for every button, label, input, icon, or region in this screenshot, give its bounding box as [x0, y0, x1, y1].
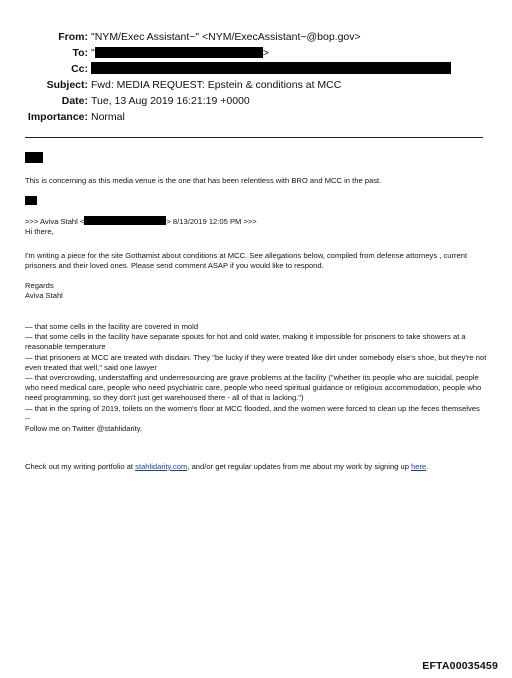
concern-text: This is concerning as this media venue is the one that has been relentless with BRO and MCC in the past.	[25, 176, 382, 185]
portfolio-middle: , and/or get regular updates from me about my work by signing up	[187, 462, 412, 471]
portfolio-link[interactable]: stahlidarity.com	[135, 462, 188, 471]
to-value	[91, 46, 269, 60]
greeting: Hi there,	[25, 227, 54, 237]
regards-text: Regards	[25, 281, 54, 290]
redaction-block-second	[25, 196, 37, 205]
allegations-list	[25, 322, 490, 434]
email-redaction	[84, 216, 166, 225]
importance-label: Importance:	[27, 111, 88, 123]
portfolio-line	[25, 462, 490, 472]
portfolio-text	[25, 462, 490, 472]
importance-value: Normal	[91, 111, 125, 123]
signature-separator: --	[25, 413, 31, 423]
line-concern	[25, 176, 490, 186]
intro-paragraph	[25, 251, 490, 271]
twitter-line: Follow me on Twitter @stahlidarity.	[25, 424, 143, 434]
header-divider	[25, 137, 483, 138]
regards-block	[25, 281, 490, 301]
quote-suffix: > 8/13/2019 12:05 PM >>>	[166, 217, 257, 226]
cc-label: Cc:	[71, 63, 88, 75]
quote-prefix: >>> Aviva Stahl <	[25, 217, 85, 226]
subject-value: Fwd: MEDIA REQUEST: Epstein & conditions at MCC	[91, 79, 342, 91]
signup-link[interactable]: here	[411, 462, 427, 471]
portfolio-end: .	[426, 462, 429, 471]
to-prefix: "	[91, 47, 95, 59]
signature-name: Aviva Stahl	[25, 291, 63, 301]
intro-text: I'm writing a piece for the site Gothamist about conditions at MCC. See allegations below, compiled from defense attorneys , current prisoners and their loved ones. Please send comment ASAP if you would like to respond.	[25, 251, 468, 271]
from-label: From:	[58, 31, 88, 43]
cc-value	[91, 62, 451, 76]
to-redaction	[95, 47, 263, 58]
allegation-item: — that some cells in the facility have separate spouts for hot and cold water, making it impossible for prisoners to take showers at a reasonable temperature	[25, 332, 466, 352]
allegation-item: — that overcrowding, understaffing and underresourcing are grave problems at the facility ("whether its people who are suicidal, people who need medical care, people who need psychiatric care, people who need spiritual guidance or religious accommodation, people who need programming, so they don't just get warehoused there - all of that is lacking.")	[25, 373, 482, 403]
to-label: To:	[72, 47, 88, 59]
redaction-block-top	[25, 152, 43, 163]
quote-header	[25, 216, 490, 237]
date-value: Tue, 13 Aug 2019 16:21:19 +0000	[91, 95, 250, 107]
to-suffix: >	[262, 47, 269, 59]
from-value: "NYM/Exec Assistant~" <NYM/ExecAssistant~@bop.gov>	[91, 31, 361, 43]
date-label: Date:	[61, 95, 88, 107]
allegation-item: — that some cells in the facility are covered in mold	[25, 322, 199, 331]
subject-label: Subject:	[46, 79, 88, 91]
quote-line	[25, 216, 490, 227]
allegation-item: — that prisoners at MCC are treated with disdain. They "be lucky if they were treated like dirt under somebody else's shoe, but they're not even treated that well," said one lawyer	[25, 352, 487, 372]
portfolio-prefix: Check out my writing portfolio at	[25, 462, 136, 471]
allegation-item: — that in the spring of 2019, toilets on the women's floor at MCC flooded, and the women were forced to clean up the feces themselves	[25, 403, 480, 413]
document-id: EFTA00035459	[422, 660, 498, 672]
cc-redaction	[91, 62, 451, 74]
